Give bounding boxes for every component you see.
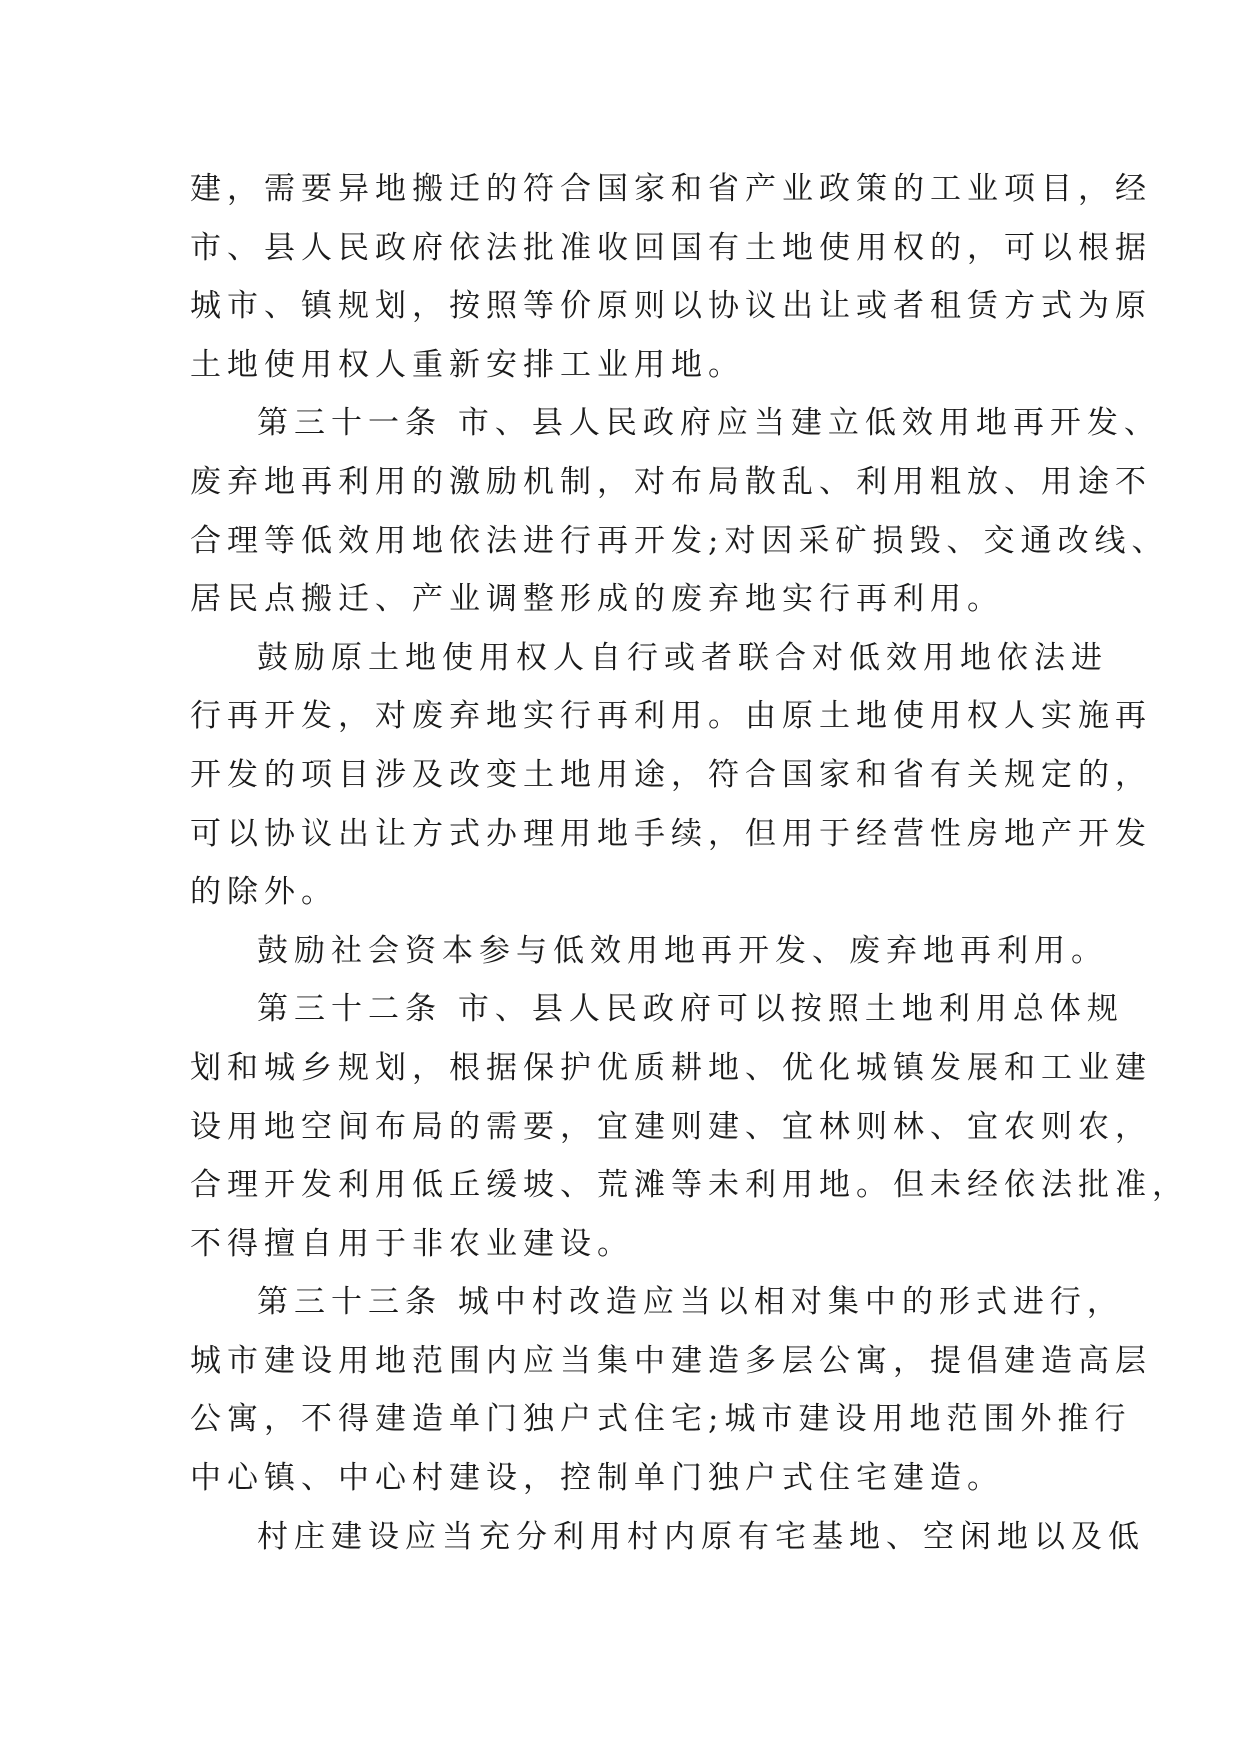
text-line: 废弃地再利用的激励机制，对布局散乱、利用粗放、用途不 <box>190 463 1152 500</box>
text-line: 划和城乡规划，根据保护优质耕地、优化城镇发展和工业建 <box>190 1049 1152 1086</box>
text-line: 市、县人民政府依法批准收回国有土地使用权的，可以根据 <box>190 229 1152 266</box>
text-line: 公寓，不得建造单门独户式住宅;城市建设用地范围外推行 <box>190 1401 1132 1438</box>
text-line: 的除外。 <box>190 874 338 911</box>
paragraph-start-line: 鼓励社会资本参与低效用地再开发、废弃地再利用。 <box>257 932 1108 969</box>
paragraph-start-line: 村庄建设应当充分利用村内原有宅基地、空闲地以及低 <box>257 1518 1145 1555</box>
text-line: 城市、镇规划，按照等价原则以协议出让或者租赁方式为原 <box>190 288 1152 325</box>
text-line: 建，需要异地搬迁的符合国家和省产业政策的工业项目，经 <box>190 171 1152 207</box>
text-line: 开发的项目涉及改变土地用途，符合国家和省有关规定的， <box>190 756 1152 793</box>
article-31-heading-line: 第三十一条 市、县人民政府应当建立低效用地再开发、 <box>257 405 1161 442</box>
text-line: 土地使用权人重新安排工业用地。 <box>190 346 745 383</box>
text-line: 居民点搬迁、产业调整形成的废弃地实行再利用。 <box>190 581 1004 618</box>
article-33-heading-line: 第三十三条 城中村改造应当以相对集中的形式进行， <box>257 1284 1124 1321</box>
text-line: 城市建设用地范围内应当集中建造多层公寓，提倡建造高层 <box>190 1342 1152 1379</box>
text-line: 不得擅自用于非农业建设。 <box>190 1225 634 1262</box>
text-line: 行再开发，对废弃地实行再利用。由原土地使用权人实施再 <box>190 698 1152 735</box>
text-line: 可以协议出让方式办理用地手续，但用于经营性房地产开发 <box>190 815 1152 852</box>
text-line: 合理等低效用地依法进行再开发;对因采矿损毁、交通改线、 <box>190 522 1169 559</box>
paragraph-start-line: 鼓励原土地使用权人自行或者联合对低效用地依法进 <box>257 639 1108 676</box>
text-line: 合理开发利用低丘缓坡、荒滩等未利用地。但未经依法批准， <box>190 1167 1189 1204</box>
text-line: 中心镇、中心村建设，控制单门独户式住宅建造。 <box>190 1460 1004 1497</box>
text-line: 设用地空间布局的需要，宜建则建、宜林则林、宜农则农， <box>190 1108 1152 1145</box>
article-32-heading-line: 第三十二条 市、县人民政府可以按照土地利用总体规 <box>257 991 1124 1028</box>
document-page <box>190 160 1189 1566</box>
